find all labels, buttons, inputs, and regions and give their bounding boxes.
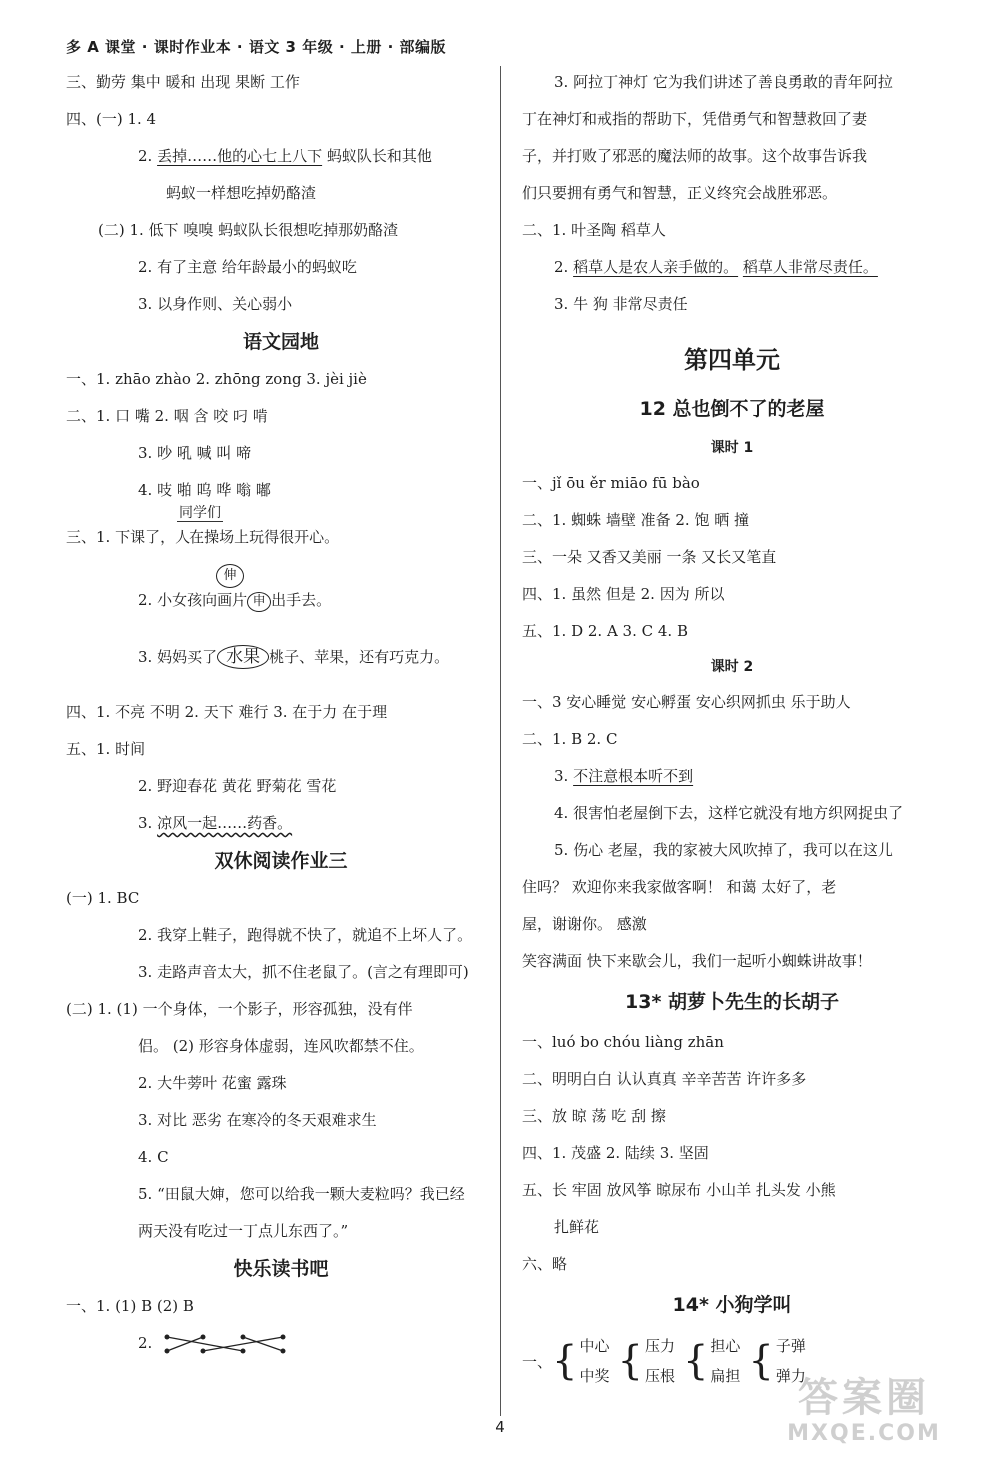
answer-line: 2. 有了主意 给年龄最小的蚂蚁吃	[138, 258, 357, 276]
answer-line: 一、jǐ ōu ěr miāo fū bào	[522, 474, 700, 492]
lesson-title-13: 13* 胡萝卜先生的长胡子	[625, 991, 839, 1013]
brace-group: { 担心 扁担	[682, 1337, 741, 1385]
answer-line: 3. 吵 吼 喊 叫 啼	[138, 444, 252, 462]
period-title: 课时 1	[710, 440, 754, 456]
insertion-mark: 同学们	[179, 505, 221, 521]
underlined-answer: 稻草人是农人亲手做的。	[573, 258, 739, 276]
answer-line: 3. 不注意根本听不到	[554, 767, 694, 785]
answer-line: 四、(一) 1. 4	[66, 110, 157, 128]
period-title: 课时 2	[710, 659, 754, 675]
column-divider	[500, 66, 501, 1416]
answer-line: 5. 伤心 老屋，我的家被大风吹掉了，我可以在这儿	[554, 841, 893, 859]
answer-line: 四、1. 虽然 但是 2. 因为 所以	[522, 585, 725, 603]
matching-line: 2.	[66, 1325, 496, 1362]
answer-line: 3. 阿拉丁神灯 它为我们讲述了善良勇敢的青年阿拉	[554, 73, 893, 91]
answer-line: 三、放 晾 荡 吃 刮 擦	[522, 1107, 666, 1125]
answer-line: 们只要拥有勇气和智慧，正义终究会战胜邪恶。	[522, 184, 838, 202]
answer-line: 两天没有吃过一丁点儿东西了。”	[138, 1222, 349, 1240]
section-title-yuwen-yuandi: 语文园地	[242, 331, 319, 353]
caret-mark: 人	[175, 528, 191, 546]
answer-line: 五、长 牢固 放风筝 晾尿布 小山羊 扎头发 小熊	[522, 1181, 836, 1199]
correction-line: 3. 妈妈买了 水果 桃子、苹果，还有巧克力。	[138, 647, 450, 667]
answer-line: 2. 野迎春花 黄花 野菊花 雪花	[138, 777, 337, 795]
watermark-logo: 答案圈 MXQE.COM	[787, 1375, 941, 1446]
brace-group: { 中心 中奖	[552, 1337, 610, 1385]
correction-line: 同学们 三、1. 下课了，人在操场上玩得很开心。	[66, 519, 496, 556]
brace-group: { 压力 压根	[617, 1337, 675, 1385]
answer-line: 2. 我穿上鞋子，跑得就不快了，就追不上坏人了。	[138, 926, 473, 944]
section-title-shuangxiu: 双休阅读作业三	[214, 850, 348, 872]
answer-line: 4. 吱 啪 呜 哗 嗡 嘟	[138, 481, 271, 499]
page-number: 4	[495, 1418, 505, 1436]
answer-line: 三、勤劳 集中 暖和 出现 果断 工作	[66, 73, 300, 91]
answer-line: 一、3 安心睡觉 安心孵蛋 安心织网抓虫 乐于助人	[522, 693, 851, 711]
answer-line: 屋，谢谢你。 感激	[522, 915, 647, 933]
matching-lines-figure	[163, 1329, 293, 1359]
lesson-title-12: 12 总也倒不了的老屋	[639, 398, 825, 420]
answer-line: 蚂蚁一样想吃掉奶酪渣	[166, 184, 317, 202]
answer-line: 二、1. 叶圣陶 稻草人	[522, 221, 666, 239]
correction-line: 伸 2. 小女孩向画片 申 出手去。	[66, 582, 496, 619]
answer-line: 三、一朵 又香又美丽 一条 又长又笔直	[522, 548, 777, 566]
answer-line: 3. 走路声音太大，抓不住老鼠了。(言之有理即可)	[138, 963, 469, 981]
answer-line: 二、明明白白 认认真真 辛辛苦苦 许许多多	[522, 1070, 807, 1088]
section-title-kuaile-dushu: 快乐读书吧	[233, 1258, 329, 1280]
answer-line: 五、1. D 2. A 3. C 4. B	[522, 622, 688, 640]
answer-line: 四、1. 不亮 不明 2. 天下 难行 3. 在于力 在于理	[66, 703, 388, 721]
answer-line: 六、略	[522, 1255, 568, 1273]
answer-line: 4. 很害怕老屋倒下去，这样它就没有地方织网捉虫了	[554, 804, 904, 822]
wavy-underlined-answer: 凉风一起……药香。	[157, 814, 293, 832]
answer-line: 5. “田鼠大婶，您可以给我一颗大麦粒吗？我已经	[138, 1185, 465, 1203]
lesson-title-14: 14* 小狗学叫	[672, 1294, 792, 1316]
circled-char: 申	[247, 592, 271, 612]
answer-line: 2. 丢掉……他的心七上八下 蚂蚁队长和其他	[138, 147, 432, 165]
underlined-answer: 不注意根本听不到	[573, 767, 694, 785]
circled-word: 水果	[217, 645, 269, 669]
answer-line: 一、1. zhāo zhào 2. zhōng zong 3. jèi jiè	[66, 370, 367, 388]
answer-line: 二、1. B 2. C	[522, 730, 618, 748]
answer-line: 侣。 (2) 形容身体虚弱，连风吹都禁不住。	[138, 1037, 424, 1055]
circled-correction: 伸	[216, 564, 244, 588]
answer-line: 子，并打败了邪恶的魔法师的故事。这个故事告诉我	[522, 147, 868, 165]
answer-line: (二) 1. 低下 嗅嗅 蚂蚁队长很想吃掉那奶酪渣	[98, 221, 399, 239]
answer-line: 3. 牛 狗 非常尽责任	[554, 295, 688, 313]
answer-line: 3. 凉风一起……药香。	[138, 814, 293, 832]
answer-line: 扎鲜花	[554, 1218, 600, 1236]
answer-line: 3. 以身作则、关心弱小	[138, 295, 293, 313]
answer-line: 一、1. (1) B (2) B	[66, 1297, 194, 1315]
answer-line: 4. C	[138, 1148, 169, 1166]
answer-line: 丁在神灯和戒指的帮助下，凭借勇气和智慧救回了妻	[522, 110, 868, 128]
answer-line: 五、1. 时间	[66, 740, 146, 758]
brace-group: { 子弹 弹力	[748, 1337, 806, 1385]
answer-line: (二) 1. (1) 一个身体，一个影子，形容孤独，没有伴	[66, 1000, 413, 1018]
answer-line: 一、luó bo chóu liàng zhān	[522, 1033, 724, 1051]
unit-title: 第四单元	[684, 346, 780, 374]
right-column	[522, 64, 942, 1395]
answer-line: 住吗？ 欢迎你来我家做客啊！ 和蔼 太好了，老	[522, 878, 837, 896]
page-header: 多 A 课堂 · 课时作业本 · 语文 3 年级 · 上册 · 部编版	[66, 38, 447, 56]
answer-line: 笑容满面 快下来歇会儿，我们一起听小蜘蛛讲故事！	[522, 952, 872, 970]
brace-answer-line: 一、 { 中心 中奖 { 压力 压根 { 担心 扁担 { 子弹 弹力	[522, 1327, 942, 1395]
answer-line: (一) 1. BC	[66, 889, 140, 907]
answer-line: 二、1. 口 嘴 2. 咽 含 咬 叼 啃	[66, 407, 268, 425]
answer-line: 二、1. 蜘蛛 墙壁 准备 2. 饱 晒 撞	[522, 511, 750, 529]
answer-line: 四、1. 茂盛 2. 陆续 3. 坚固	[522, 1144, 709, 1162]
underlined-answer: 稻草人非常尽责任。	[742, 258, 878, 276]
underlined-answer: 丢掉……他的心七上八下	[157, 147, 323, 165]
answer-line: 2. 稻草人是农人亲手做的。 稻草人非常尽责任。	[554, 258, 878, 276]
answer-line: 2. 大牛蒡叶 花蜜 露珠	[138, 1074, 287, 1092]
left-column	[66, 64, 496, 1362]
answer-line: 3. 对比 恶劣 在寒冷的冬天艰难求生	[138, 1111, 377, 1129]
